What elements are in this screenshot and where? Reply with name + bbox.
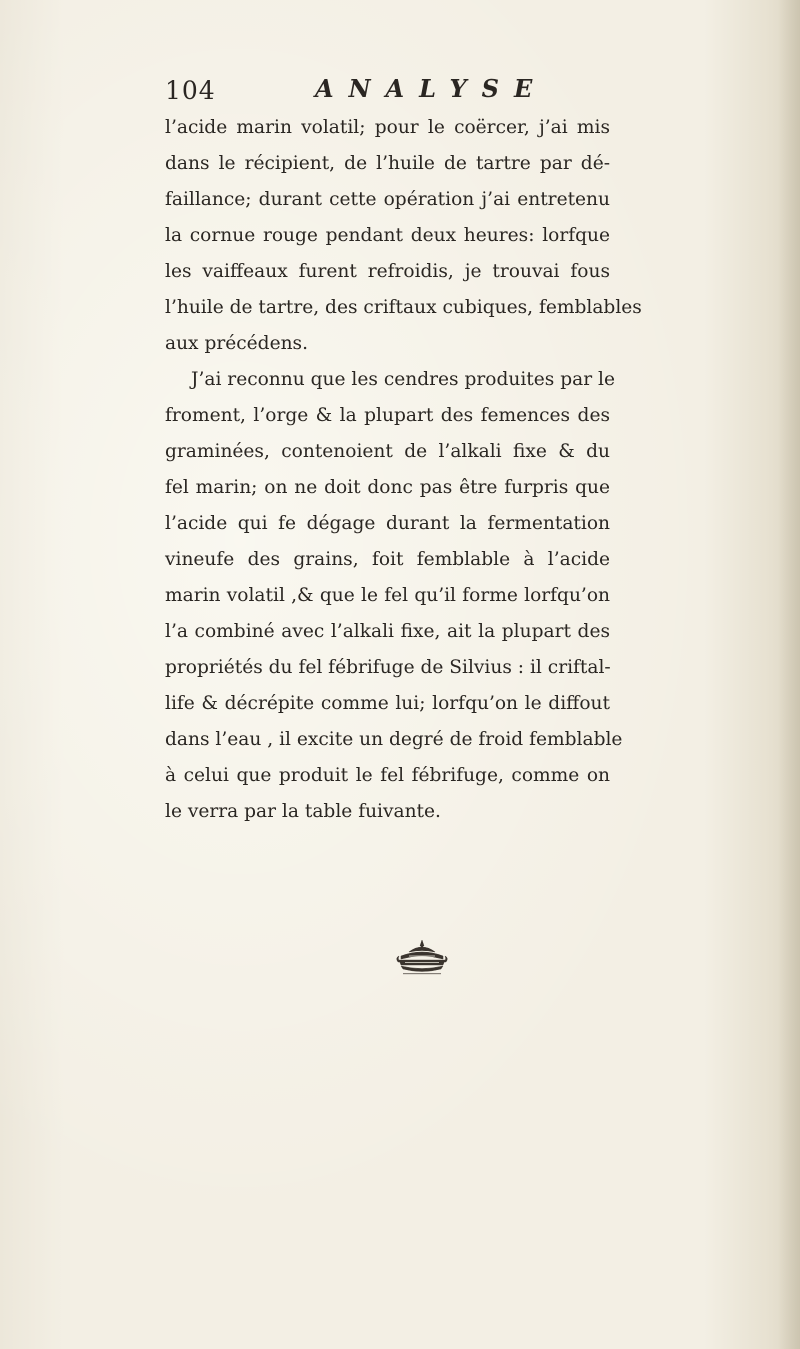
page-number: 104 — [165, 76, 216, 105]
text-line: l’acide marin volatil; pour le coërcer, j’ai mis — [165, 117, 610, 138]
text-line: dans le récipient, de l’huile de tartre par dé- — [165, 153, 610, 174]
body-text — [165, 110, 642, 830]
text-line: la cornue rouge pendant deux heures: lorfque — [165, 225, 610, 246]
text-line: propriétés du fel fébrifuge de Silvius : il criftal- — [165, 657, 611, 678]
text-line: l’a combiné avec l’alkali fixe, ait la plupart des — [165, 621, 610, 642]
text-line: dans l’eau , il excite un degré de froid femblable — [165, 729, 623, 750]
text-line: faillance; durant cette opération j’ai entretenu — [165, 189, 610, 210]
text-line: graminées, contenoient de l’alkali fixe & du — [165, 441, 610, 462]
text-line-paragraph-start: J’ai reconnu que les cendres produites par le — [191, 369, 615, 390]
text-line: vineufe des grains, foit femblable à l’acide — [165, 549, 610, 570]
page-edge-shadow — [778, 0, 800, 1349]
text-line: à celui que produit le fel fébrifuge, comme on — [165, 765, 610, 786]
text-line-paragraph-end: le verra par la table fuivante. — [165, 801, 441, 822]
running-title: ANALYSE — [315, 74, 548, 103]
text-line: l’acide qui fe dégage durant la fermentation — [165, 513, 610, 534]
text-line: fel marin; on ne doit donc pas être furpris que — [165, 477, 610, 498]
text-line: les vaiffeaux furent refroidis, je trouvai fous — [165, 261, 610, 282]
text-line: marin volatil ,& que le fel qu’il forme lorfqu’on — [165, 585, 610, 606]
text-line: life & décrépite comme lui; lorfqu’on le diffout — [165, 693, 610, 714]
text-line: froment, l’orge & la plupart des femences des — [165, 405, 610, 426]
text-line-paragraph-end: aux précédens. — [165, 333, 309, 354]
text-line: l’huile de tartre, des criftaux cubiques, femblables — [165, 297, 642, 318]
fleuron-ornament-icon — [395, 938, 449, 978]
